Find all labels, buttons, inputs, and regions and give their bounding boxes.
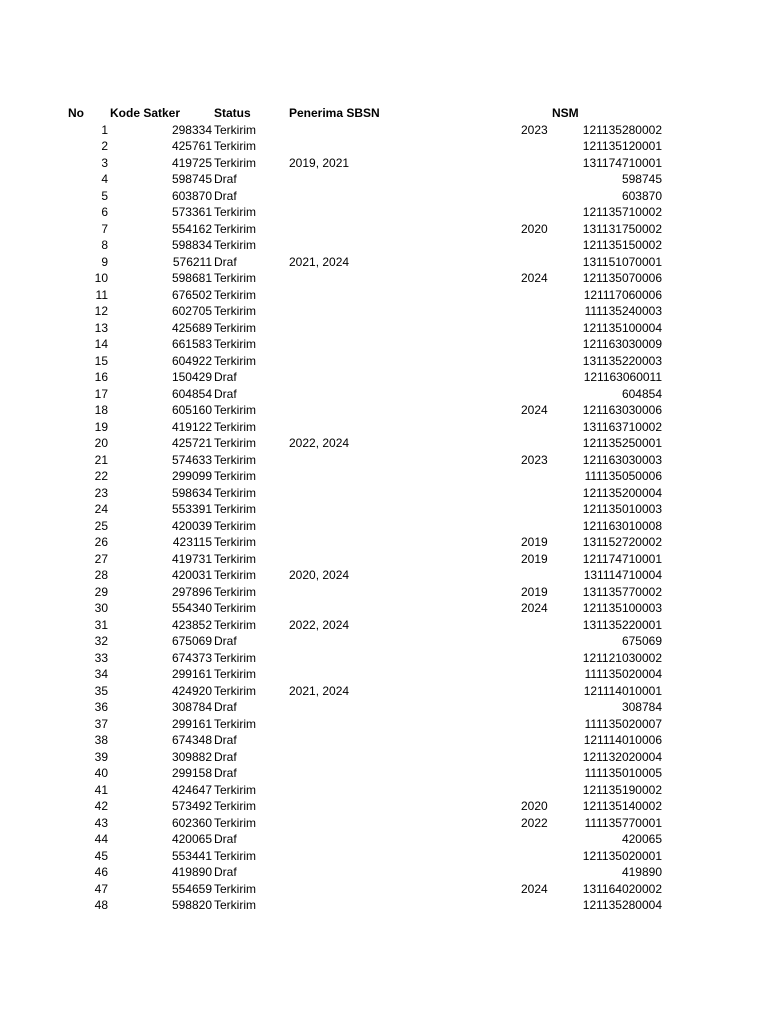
cell-status: Terkirim [214,848,256,863]
table-row [0,683,768,700]
table-row [0,369,768,386]
cell-status: Terkirim [214,716,256,731]
cell-nsm: 121135010003 [582,502,662,516]
cell-kode-satker: 308784 [171,700,212,714]
cell-no: 34 [94,667,108,681]
cell-kode-satker: 554162 [171,221,212,236]
cell-no: 44 [94,832,108,846]
table-row [0,485,768,502]
cell-status: Draf [214,188,237,203]
cell-kode-satker: 604922 [171,353,212,368]
cell-kode-satker: 298334 [171,122,212,137]
cell-status: Terkirim [214,518,256,533]
cell-kode-satker: 676502 [171,287,212,302]
cell-penerima-sbsn: 2020, 2024 [289,568,350,582]
cell-year: 2023 [521,452,548,467]
cell-kode-satker: 602360 [171,815,212,830]
cell-nsm: 131164020002 [582,881,662,896]
header-kode-satker: Kode Satker [110,106,181,120]
cell-status: Terkirim [214,452,256,467]
cell-year: 2022 [521,815,548,830]
table-row [0,881,768,898]
table-row [0,287,768,304]
cell-nsm: 121135200004 [582,485,662,500]
cell-status: Draf [214,172,237,186]
cell-kode-satker: 661583 [171,337,212,351]
table-row [0,815,768,832]
cell-kode-satker: 419731 [171,551,212,566]
cell-nsm: 121114010006 [583,733,662,747]
table-row [0,534,768,551]
cell-kode-satker: 299161 [171,667,212,681]
table-row [0,468,768,485]
cell-penerima-sbsn: 2021, 2024 [289,254,350,269]
table-row [0,501,768,518]
cell-nsm: 131135770002 [582,584,662,599]
cell-status: Terkirim [214,485,256,500]
cell-nsm: 675069 [621,634,662,648]
cell-status: Terkirim [214,650,256,665]
table-row [0,254,768,271]
cell-kode-satker: 674348 [171,733,212,747]
cell-kode-satker: 423115 [172,535,212,549]
cell-status: Terkirim [214,799,256,813]
cell-no: 18 [94,403,108,417]
cell-year: 2019 [521,535,548,549]
table-row [0,122,768,139]
cell-nsm: 419890 [621,865,662,879]
cell-nsm: 121135140002 [582,799,662,813]
cell-kode-satker: 674373 [171,650,212,665]
cell-status: Terkirim [214,419,256,434]
table-row [0,617,768,634]
table-row [0,699,768,716]
cell-kode-satker: 553391 [171,502,212,516]
table-row [0,303,768,320]
cell-kode-satker: 425761 [171,139,212,153]
header-no: No [68,106,84,120]
cell-no: 11 [95,287,108,302]
cell-nsm: 131163710002 [582,419,662,434]
cell-penerima-sbsn: 2021, 2024 [289,683,350,698]
table-row [0,336,768,353]
table-row [0,633,768,650]
cell-nsm: 121163010008 [582,518,662,533]
cell-no: 31 [94,617,108,632]
cell-nsm: 121135020001 [582,848,662,863]
cell-status: Terkirim [214,304,256,318]
header-status: Status [214,106,251,120]
cell-status: Terkirim [214,155,256,170]
cell-kode-satker: 309882 [171,749,212,764]
cell-no: 14 [94,337,108,351]
cell-kode-satker: 554659 [171,881,212,896]
table-row [0,749,768,766]
cell-nsm: 121163030006 [582,403,662,417]
cell-nsm: 308784 [621,700,662,714]
cell-status: Terkirim [214,815,256,830]
table-row [0,353,768,370]
cell-no: 2 [101,139,108,153]
table-row [0,402,768,419]
cell-kode-satker: 605160 [171,403,212,417]
cell-kode-satker: 420065 [171,832,212,846]
cell-year: 2024 [521,271,548,285]
cell-nsm: 121163060011 [583,370,662,384]
cell-status: Draf [214,865,237,879]
cell-no: 41 [94,782,108,797]
cell-status: Terkirim [214,881,256,896]
cell-kode-satker: 598745 [171,172,212,186]
cell-kode-satker: 420031 [171,568,212,582]
cell-nsm: 111135770001 [584,815,662,830]
cell-kode-satker: 554340 [171,601,212,615]
table-row [0,518,768,535]
cell-no: 12 [94,304,108,318]
table-row [0,848,768,865]
cell-status: Terkirim [214,617,256,632]
table-row [0,584,768,601]
cell-kode-satker: 598820 [171,898,212,912]
data-table [0,105,768,914]
cell-nsm: 121163030003 [582,452,662,467]
cell-year: 2019 [521,584,548,599]
cell-no: 35 [94,683,108,698]
cell-kode-satker: 425721 [171,436,212,450]
cell-nsm: 111135240003 [584,304,662,318]
cell-kode-satker: 150429 [171,370,212,384]
cell-no: 15 [94,353,108,368]
cell-no: 9 [101,254,108,269]
cell-kode-satker: 424920 [171,683,212,698]
table-row [0,600,768,617]
header-penerima-sbsn: Penerima SBSN [289,106,380,120]
table-row [0,155,768,172]
cell-status: Terkirim [214,436,256,450]
cell-year: 2024 [521,403,548,417]
table-row [0,798,768,815]
cell-nsm: 131135220001 [582,617,662,632]
table-row [0,765,768,782]
cell-no: 48 [94,898,108,912]
cell-nsm: 121135100003 [582,601,662,615]
cell-nsm: 121132020004 [582,749,662,764]
cell-kode-satker: 299158 [171,766,212,780]
cell-no: 46 [94,865,108,879]
cell-status: Terkirim [214,287,256,302]
header-nsm: NSM [552,106,579,120]
cell-kode-satker: 299161 [171,716,212,731]
cell-no: 13 [94,320,108,335]
cell-status: Draf [214,254,237,269]
cell-nsm: 111135020007 [584,716,662,731]
cell-no: 6 [101,205,108,219]
cell-no: 38 [94,733,108,747]
table-row [0,204,768,221]
cell-nsm: 598745 [621,172,662,186]
cell-status: Terkirim [214,320,256,335]
cell-kode-satker: 424647 [171,782,212,797]
cell-nsm: 121135100004 [582,320,662,335]
cell-kode-satker: 419122 [171,419,212,434]
cell-nsm: 131114710004 [583,568,662,582]
cell-nsm: 121135280004 [582,898,662,912]
cell-year: 2024 [521,881,548,896]
cell-no: 36 [94,700,108,714]
table-row [0,782,768,799]
cell-no: 42 [94,799,108,813]
cell-status: Terkirim [214,535,256,549]
cell-nsm: 121135190002 [582,782,662,797]
cell-year: 2023 [521,122,548,137]
table-row [0,650,768,667]
table-row [0,666,768,683]
table-row [0,270,768,287]
table-row [0,419,768,436]
cell-no: 27 [94,551,108,566]
table-row [0,864,768,881]
cell-kode-satker: 297896 [171,584,212,599]
cell-no: 40 [94,766,108,780]
table-row [0,221,768,238]
cell-no: 25 [94,518,108,533]
cell-nsm: 121121030002 [582,650,662,665]
cell-nsm: 111135050006 [584,469,662,483]
table-row [0,386,768,403]
cell-no: 37 [94,716,108,731]
cell-nsm: 121163030009 [582,337,662,351]
table-row [0,320,768,337]
cell-penerima-sbsn: 2019, 2021 [289,155,350,170]
cell-nsm: 603870 [621,188,662,203]
cell-year: 2024 [521,601,548,615]
cell-nsm: 131151070001 [582,254,662,269]
cell-status: Terkirim [214,502,256,516]
cell-kode-satker: 419890 [171,865,212,879]
cell-no: 28 [94,568,108,582]
cell-status: Draf [214,370,237,384]
cell-no: 19 [94,419,108,434]
cell-status: Draf [214,700,237,714]
table-row [0,716,768,733]
cell-status: Terkirim [214,683,256,698]
cell-status: Terkirim [214,221,256,236]
cell-nsm: 121135710002 [582,205,662,219]
cell-nsm: 121114010001 [583,683,662,698]
cell-penerima-sbsn: 2022, 2024 [289,617,350,632]
cell-no: 20 [94,436,108,450]
cell-no: 32 [94,634,108,648]
cell-nsm: 131135220003 [582,353,662,368]
cell-kode-satker: 576211 [172,254,212,269]
cell-no: 33 [94,650,108,665]
cell-status: Terkirim [214,601,256,615]
cell-status: Terkirim [214,667,256,681]
cell-no: 45 [94,848,108,863]
cell-nsm: 121135250001 [582,436,662,450]
cell-kode-satker: 598834 [171,238,212,252]
table-row [0,732,768,749]
cell-no: 5 [101,188,108,203]
cell-nsm: 121135070006 [582,271,662,285]
cell-no: 30 [94,601,108,615]
cell-nsm: 121135150002 [582,238,662,252]
cell-status: Terkirim [214,353,256,368]
cell-status: Draf [214,832,237,846]
cell-no: 47 [94,881,108,896]
cell-status: Terkirim [214,271,256,285]
cell-nsm: 604854 [621,386,662,401]
cell-status: Terkirim [214,122,256,137]
cell-no: 10 [94,271,108,285]
cell-status: Draf [214,634,237,648]
table-row [0,138,768,155]
cell-kode-satker: 420039 [171,518,212,533]
cell-kode-satker: 573361 [171,205,212,219]
table-row [0,435,768,452]
cell-status: Terkirim [214,584,256,599]
cell-nsm: 111135020004 [584,667,662,681]
cell-status: Terkirim [214,238,256,252]
table-row [0,831,768,848]
cell-kode-satker: 419725 [171,155,212,170]
cell-status: Terkirim [214,568,256,582]
cell-status: Terkirim [214,403,256,417]
cell-status: Terkirim [214,205,256,219]
cell-no: 7 [101,221,108,236]
cell-no: 26 [94,535,108,549]
cell-no: 1 [101,122,108,137]
cell-nsm: 420065 [621,832,662,846]
cell-kode-satker: 604854 [171,386,212,401]
cell-penerima-sbsn: 2022, 2024 [289,436,350,450]
cell-nsm: 131174710001 [582,155,662,170]
cell-status: Terkirim [214,551,256,566]
cell-nsm: 121135280002 [582,122,662,137]
cell-kode-satker: 299099 [171,469,212,483]
cell-status: Draf [214,749,237,764]
cell-kode-satker: 598681 [171,271,212,285]
cell-no: 29 [94,584,108,599]
cell-year: 2020 [521,221,548,236]
table-row [0,171,768,188]
cell-status: Draf [214,766,237,780]
cell-no: 43 [94,815,108,830]
cell-status: Draf [214,386,237,401]
cell-no: 16 [94,370,108,384]
cell-kode-satker: 423852 [171,617,212,632]
cell-nsm: 121174710001 [582,551,662,566]
cell-no: 24 [94,502,108,516]
cell-kode-satker: 425689 [171,320,212,335]
cell-year: 2020 [521,799,548,813]
cell-status: Terkirim [214,469,256,483]
cell-nsm: 131131750002 [582,221,662,236]
cell-no: 39 [94,749,108,764]
cell-no: 4 [101,172,108,186]
table-row [0,551,768,568]
cell-nsm: 121117060006 [583,287,662,302]
table-row [0,897,768,914]
cell-kode-satker: 574633 [171,452,212,467]
cell-status: Terkirim [214,898,256,912]
cell-year: 2019 [521,551,548,566]
cell-nsm: 121135120001 [582,139,662,153]
cell-no: 8 [101,238,108,252]
cell-no: 3 [101,155,108,170]
cell-status: Terkirim [214,337,256,351]
cell-kode-satker: 602705 [171,304,212,318]
cell-status: Terkirim [214,139,256,153]
table-row [0,237,768,254]
cell-no: 22 [94,469,108,483]
cell-nsm: 131152720002 [582,535,662,549]
table-body [0,122,768,914]
header-row [0,105,768,122]
table-row [0,188,768,205]
cell-kode-satker: 598634 [171,485,212,500]
cell-no: 21 [94,452,108,467]
table-row [0,567,768,584]
cell-kode-satker: 603870 [171,188,212,203]
cell-nsm: 111135010005 [584,766,662,780]
cell-no: 23 [94,485,108,500]
cell-kode-satker: 573492 [171,799,212,813]
cell-kode-satker: 553441 [171,848,212,863]
cell-status: Terkirim [214,782,256,797]
table-row [0,452,768,469]
cell-kode-satker: 675069 [171,634,212,648]
cell-no: 17 [94,386,108,401]
cell-status: Draf [214,733,237,747]
